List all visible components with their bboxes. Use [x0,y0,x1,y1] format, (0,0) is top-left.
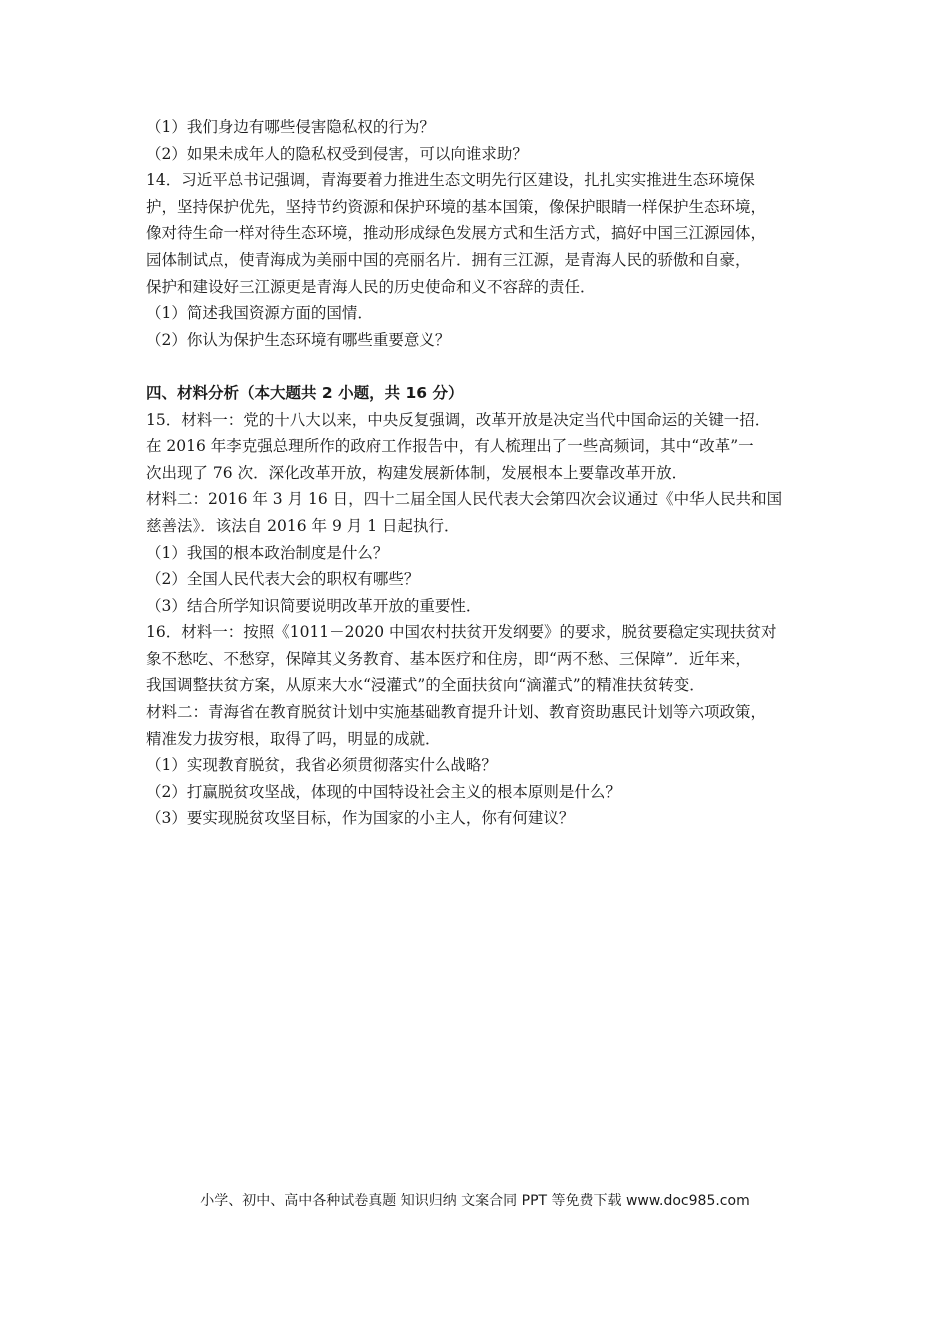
q14-line-1: 14．习近平总书记强调，青海要着力推进生态文明先行区建设，扎扎实实推进生态环境保 [146,171,755,190]
q15-line-5: 慈善法》．该法自 2016 年 9 月 1 日起执行． [146,516,460,535]
q14-line-3: 像对待生命一样对待生态环境，推动形成绿色发展方式和生活方式，搞好中国三江源园体， [146,224,767,243]
q13-sub-2: （2）如果未成年人的隐私权受到侵害，可以向谁求助？ [146,144,528,163]
q15-sub-1: （1）我国的根本政治制度是什么？ [146,543,389,562]
q15-sub-2: （2）全国人民代表大会的职权有哪些？ [146,570,420,589]
q14-sub-2: （2）你认为保护生态环境有哪些重要意义？ [146,330,451,349]
q16-sub-1: （1）实现教育脱贫，我省必须贯彻落实什么战略？ [146,756,497,775]
q15-line-2: 在 2016 年李克强总理所作的政府工作报告中，有人梳理出了一些高频词，其中“改革”一 [146,437,754,456]
document-body [146,114,810,832]
page-footer: 小学、初中、高中各种试卷真题 知识归纳 文案合同 PPT 等免费下载 www.doc985.com [200,1193,750,1209]
q15-line-4: 材料二：2016 年 3 月 16 日，四十二届全国人民代表大会第四次会议通过《中华人民共和国 [146,490,783,509]
section-4-title: 四、材料分析（本大题共 2 小题，共 16 分） [146,383,464,402]
q14-line-5: 保护和建设好三江源更是青海人民的历史使命和义不容辞的责任． [146,277,596,296]
q16-line-4: 材料二：青海省在教育脱贫计划中实施基础教育提升计划、教育资助惠民计划等六项政策， [146,703,767,722]
q16-line-5: 精准发力拔穷根，取得了吗，明显的成就． [146,729,441,748]
q14-line-4: 园体制试点，使青海成为美丽中国的亮丽名片．拥有三江源，是青海人民的骄傲和自豪， [146,250,751,269]
q13-sub-1: （1）我们身边有哪些侵害隐私权的行为？ [146,118,435,136]
q16-sub-2: （2）打赢脱贫攻坚战，体现的中国特设社会主义的根本原则是什么？ [146,782,621,801]
q15-sub-3: （3）结合所学知识简要说明改革开放的重要性． [146,596,482,615]
q16-line-3: 我国调整扶贫方案，从原来大水“浸灌式”的全面扶贫向“滴灌式”的精准扶贫转变． [146,676,705,695]
q14-line-2: 护，坚持保护优先，坚持节约资源和保护环境的基本国策，像保护眼睛一样保护生态环境， [146,197,767,216]
q16-sub-3: （3）要实现脱贫攻坚目标，作为国家的小主人，你有何建议？ [146,809,575,828]
q15-line-3: 次出现了 76 次．深化改革开放，构建发展新体制，发展根本上要靠改革开放． [146,463,688,482]
q16-line-1: 16．材料一：按照《1011－2020 中国农村扶贫开发纲要》的要求，脱贫要稳定实现扶贫对 [146,623,777,642]
section-spacer [146,353,810,380]
q15-line-1: 15．材料一：党的十八大以来，中央反复强调，改革开放是决定当代中国命运的关键一招． [146,410,771,429]
q14-sub-1: （1）简述我国资源方面的国情． [146,304,373,323]
q16-line-2: 象不愁吃、不愁穿，保障其义务教育、基本医疗和住房，即“两不愁、三保障”．近年来， [146,649,751,668]
